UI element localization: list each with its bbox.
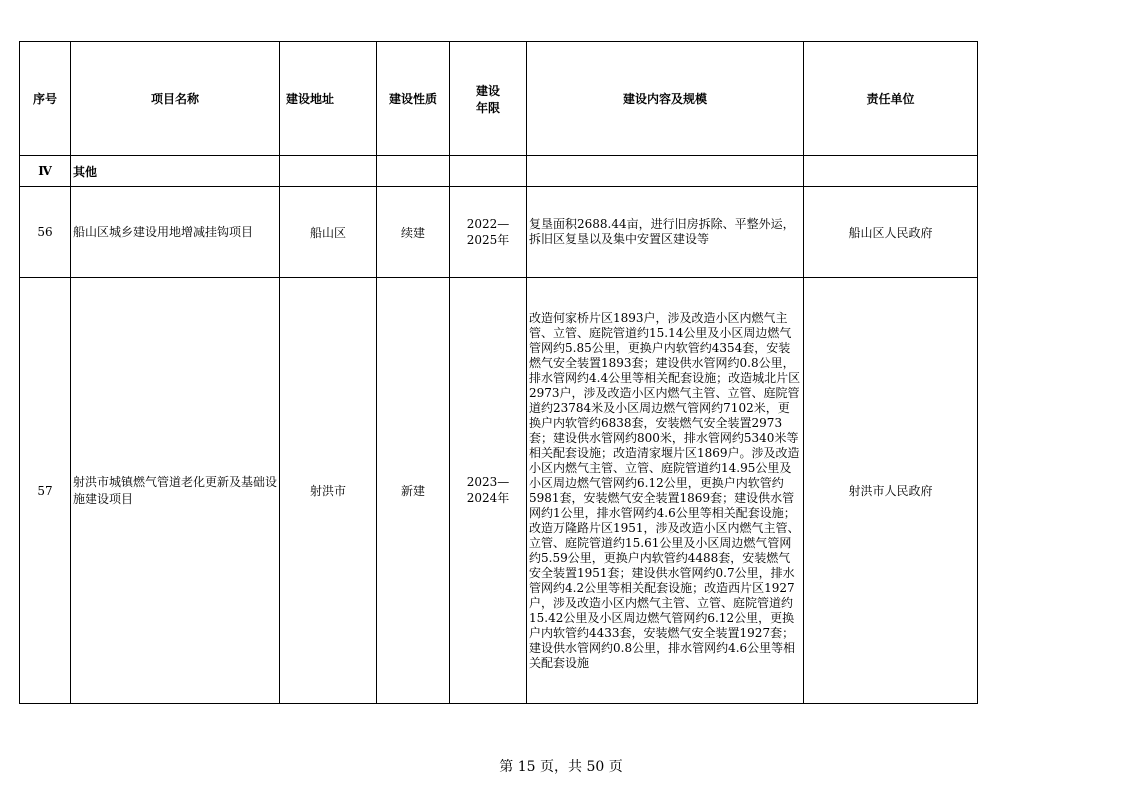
- section-number: Ⅳ: [20, 156, 71, 187]
- header-nature: 建设性质: [377, 42, 450, 156]
- row-address: 船山区: [280, 187, 377, 278]
- page-number: 第 15 页，共 50 页: [499, 759, 623, 775]
- header-unit: 责任单位: [804, 42, 978, 156]
- row-unit: 船山区人民政府: [804, 187, 978, 278]
- project-table: [19, 41, 978, 704]
- row-seq: 57: [20, 278, 71, 704]
- row-name: 船山区城乡建设用地增减挂钩项目: [71, 187, 280, 278]
- row-name: 射洪市城镇燃气管道老化更新及基础设施建设项目: [71, 278, 280, 704]
- header-period-line1: 建设: [475, 83, 500, 98]
- header-address: 建设地址: [280, 42, 377, 156]
- row-period: 2022—2025年: [450, 187, 527, 278]
- header-period: [450, 42, 527, 156]
- header-seq: 序号: [20, 42, 71, 156]
- section-title: 其他: [71, 156, 280, 187]
- row-nature: 新建: [377, 278, 450, 704]
- header-content: 建设内容及规模: [527, 42, 804, 156]
- row-unit: 射洪市人民政府: [804, 278, 978, 704]
- table-row: [20, 187, 978, 278]
- row-period: 2023—2024年: [450, 278, 527, 704]
- row-content: 复垦面积2688.44亩，进行旧房拆除、平整外运，拆旧区复垦以及集中安置区建设等: [527, 187, 804, 278]
- row-nature: 续建: [377, 187, 450, 278]
- row-address: 射洪市: [280, 278, 377, 704]
- header-period-line2: 年限: [475, 100, 500, 115]
- row-seq: 56: [20, 187, 71, 278]
- row-content: 改造何家桥片区1893户，涉及改造小区内燃气主管、立管、庭院管道约15.14公里及小区周边燃气管网约5.85公里，更换户内软管约4354套，安装燃气安全装置1893套；建设供水管网约0.8公里，排水管网约4.4公里等相关配套设施；改造城北片区2973户，涉及改造小区内燃气主管、立管、庭院管道约23784米及小区周边燃气管网约7102米，更换户内软管约6838套，安装燃气安全装置2973套；建设供水管网约800米，排水管网约5340米等相关配套设施；改造清家堰片区1869户。涉及改造小区内燃气主管、立管、庭院管道约14.95公里及小区周边燃气管网约6.12公里，更换户内软管约5981套，安装燃气安全装置1869套；建设供水管网约1公里，排水管网约4.6公里等相关配套设施；改造万隆路片区1951，涉及改造小区内燃气主管、立管、庭院管道约15.61公里及小区周边燃气管网约5.59公里，更换户内软管约4488套，安装燃气安全装置1951套；建设供水管网约0.7公里，排水管网约4.2公里等相关配套设施；改造西片区1927户，涉及改造小区内燃气主管、立管、庭院管道约15.42公里及小区周边燃气管网约6.12公里，更换户内软管约4433套，安装燃气安全装置1927套；建设供水管网约0.8公里，排水管网约4.6公里等相关配套设施: [527, 278, 804, 704]
- section-row: [20, 156, 978, 187]
- header-row: [20, 42, 978, 156]
- header-name: 项目名称: [71, 42, 280, 156]
- table-row: [20, 278, 978, 704]
